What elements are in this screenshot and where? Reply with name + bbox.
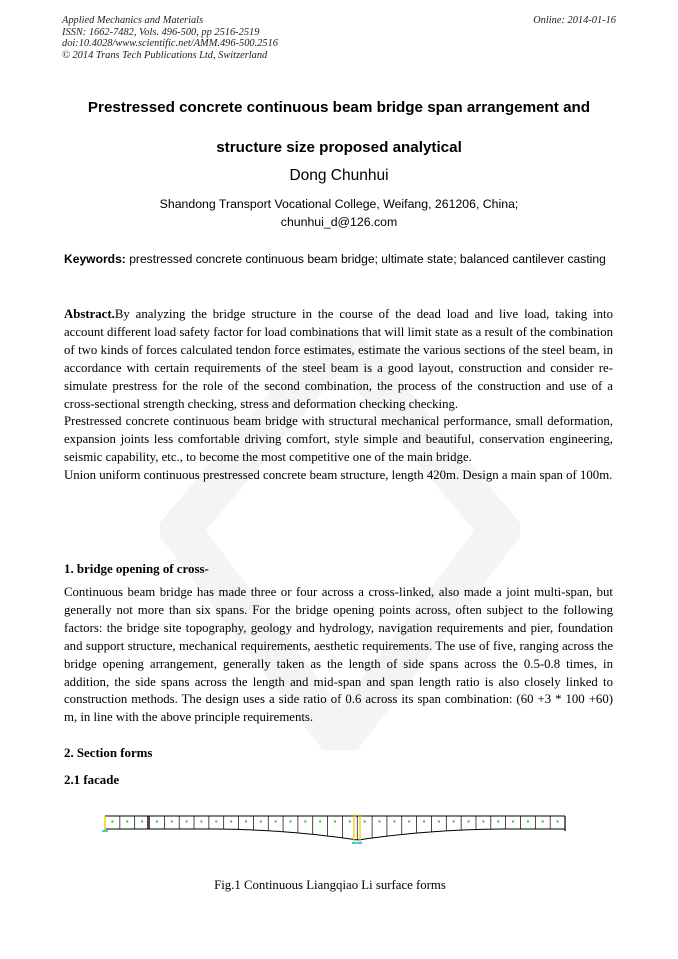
abstract-label: Abstract. bbox=[64, 307, 115, 321]
element-node bbox=[260, 821, 262, 823]
element-node bbox=[171, 821, 173, 823]
bridge-elevation-figure bbox=[0, 805, 678, 855]
keywords-text: prestressed concrete continuous beam bridge; ultimate state; balanced cantilever casting bbox=[125, 252, 606, 266]
affiliation-line: Shandong Transport Vocational College, Weifang, 261206, China; bbox=[159, 197, 519, 211]
section-2-1-heading: 2.1 facade bbox=[64, 773, 120, 787]
keywords bbox=[64, 251, 613, 268]
element-node bbox=[215, 821, 217, 823]
online-date: Online: 2014-01-16 bbox=[533, 15, 616, 26]
journal-header bbox=[62, 15, 482, 61]
element-node bbox=[141, 821, 143, 823]
affiliation bbox=[0, 195, 678, 231]
abstract-paragraph: Union uniform continuous prestressed concrete beam structure, length 420m. Design a main span of 100m. bbox=[64, 468, 613, 483]
element-node bbox=[379, 821, 381, 823]
element-node bbox=[542, 821, 544, 823]
element-node bbox=[482, 821, 484, 823]
abstract bbox=[64, 306, 613, 485]
section-1-body bbox=[64, 584, 613, 727]
element-node bbox=[304, 821, 306, 823]
title-line-1: Prestressed concrete continuous beam bridge span arrangement and bbox=[87, 99, 591, 116]
abstract-paragraph: Prestressed concrete continuous beam bridge with structural mechanical performance, small deformation, expansion joints less comfortable driving comfort, style simple and beautiful, conservation engineering, seismic capability, etc., to become the most competitive one of the main bridge. bbox=[64, 414, 613, 465]
element-node bbox=[423, 821, 425, 823]
title-line-2: structure size proposed analytical bbox=[216, 139, 462, 156]
element-node bbox=[230, 821, 232, 823]
deck-bottom-line bbox=[105, 829, 565, 840]
element-node bbox=[364, 821, 366, 823]
element-node bbox=[156, 821, 158, 823]
element-node bbox=[408, 821, 410, 823]
author-name: Dong Chunhui bbox=[289, 167, 389, 184]
abstract-paragraph bbox=[64, 306, 613, 413]
section-1-heading: 1. bridge opening of cross- bbox=[64, 562, 209, 576]
issn-line: ISSN: 1662-7482, Vols. 496-500, pp 2516-2519 bbox=[62, 26, 260, 38]
element-node bbox=[497, 821, 499, 823]
element-node bbox=[319, 821, 321, 823]
element-node bbox=[111, 821, 113, 823]
element-node bbox=[453, 821, 455, 823]
element-node bbox=[557, 821, 559, 823]
figure-caption: Fig.1 Continuous Liangqiao Li surface forms bbox=[214, 878, 446, 892]
element-node bbox=[349, 821, 351, 823]
section-1-paragraph: Continuous beam bridge has made three or four across a cross-linked, also made a joint multi-span, but generally not more than six spans. For the bridge opening points across, often subject to the following factors: the bridge site topography, geology and hydrology, navigation requirements and pier, foundation and support structure, mechanical requirements, aesthetic requirements. The use of five, ranging across the bridge opening arrangement, generally taken as the length of side spans across the 0.5-0.8 times, in addition, the side spans across the length and mid-span and span length ratio is also closely linked to construction methods. The design uses a side ratio of 0.6 across its span combination: (60 +3 * 100 +60) m, in line with the above principle requirements. bbox=[64, 585, 613, 725]
doi-line: doi:10.4028/www.scientific.net/AMM.496-500.2516 bbox=[62, 38, 278, 50]
journal-name: Applied Mechanics and Materials bbox=[62, 15, 204, 26]
element-node bbox=[512, 821, 514, 823]
element-node bbox=[393, 821, 395, 823]
element-node bbox=[289, 821, 291, 823]
author-email: chunhui_d@126.com bbox=[280, 215, 398, 229]
element-node bbox=[468, 821, 470, 823]
element-node bbox=[334, 821, 336, 823]
element-node bbox=[438, 821, 440, 823]
copyright-line: © 2014 Trans Tech Publications Ltd, Switzerland bbox=[62, 49, 268, 61]
element-node bbox=[275, 821, 277, 823]
element-node bbox=[527, 821, 529, 823]
section-2-heading: 2. Section forms bbox=[64, 746, 153, 760]
element-node bbox=[200, 821, 202, 823]
paper-title bbox=[40, 88, 638, 168]
element-node bbox=[245, 821, 247, 823]
abstract-text: By analyzing the bridge structure in the course of the dead load and live load, taking into account different load safety factor for load combinations that will limit state as a result of the combination of two kinds of forces calculated tendon force estimates, estimate the various sections of the steel beam, in accordance with certain requirements of the steel beam is a good layout, construction and consider re-simulate prestress for the role of the second combination, the process of the construction and use of a cross-sectional strength checking, stress and deformation checking checking. bbox=[64, 307, 613, 411]
element-node bbox=[126, 821, 128, 823]
keywords-label: Keywords: bbox=[64, 252, 126, 266]
element-node bbox=[186, 821, 188, 823]
